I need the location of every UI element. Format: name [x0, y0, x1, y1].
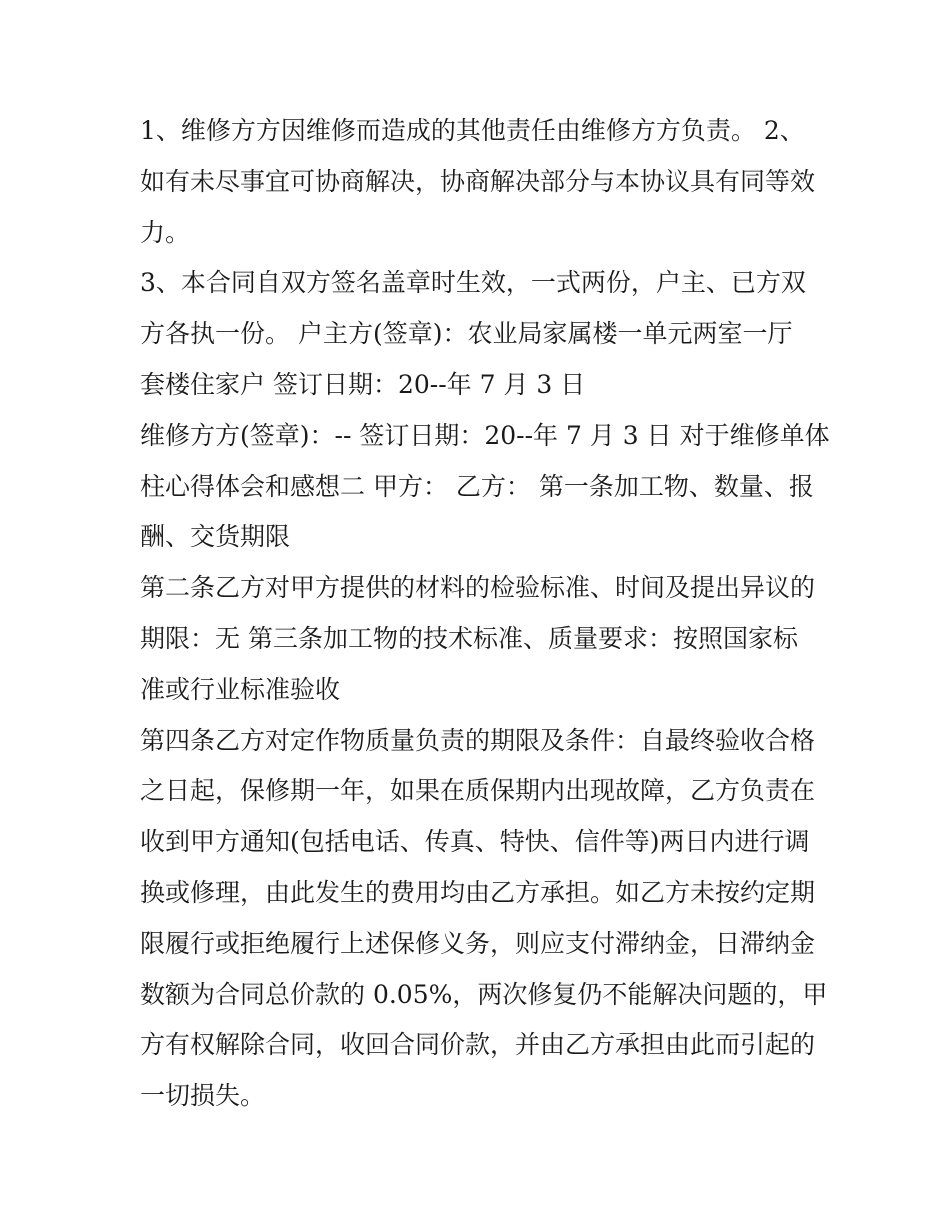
- text-line: 准或行业标准验收: [140, 674, 341, 704]
- text-line: 套楼住家户 签订日期：20--年 7 月 3 日: [140, 369, 586, 399]
- text-line: 期限：无 第三条加工物的技术标准、质量要求：按照国家标: [140, 623, 798, 653]
- text-line: 第二条乙方对甲方提供的材料的检验标准、时间及提出异议的: [140, 573, 816, 603]
- text-line: 力。: [140, 217, 191, 247]
- text-line: 限履行或拒绝履行上述保修义务，则应支付滞纳金，日滞纳金: [140, 928, 816, 958]
- text-line: 一切损失。: [140, 1081, 266, 1111]
- text-line: 1、维修方方因维修而造成的其他责任由维修方方负责。 2、: [140, 116, 805, 145]
- text-line: 方有权解除合同，收回合同价款，并由乙方承担由此而引起的: [140, 1030, 816, 1060]
- text-line: 换或修理，由此发生的费用均由乙方承担。如乙方未按约定期: [140, 877, 816, 907]
- text-line: 数额为合同总价款的 0.05%，两次修复仍不能解决问题的，甲: [140, 979, 828, 1009]
- text-line: 第四条乙方对定作物质量负责的期限及条件：自最终验收合格: [140, 725, 816, 755]
- text-line: 如有未尽事宜可协商解决，协商解决部分与本协议具有同等效: [140, 166, 816, 196]
- text-line: 维修方方(签章)：-- 签订日期：20--年 7 月 3 日 对于维修单体: [140, 420, 830, 450]
- text-line: 方各执一份。 户主方(签章)：农业局家属楼一单元两室一厅: [140, 319, 793, 349]
- document-body: [140, 106, 830, 1122]
- text-line: 之日起，保修期一年，如果在质保期内出现故障，乙方负责在: [140, 776, 816, 806]
- text-line: 3、本合同自双方签名盖章时生效，一式两份，户主、已方双: [140, 268, 806, 298]
- text-line: 柱心得体会和感想二 甲方： 乙方： 第一条加工物、数量、报: [140, 471, 814, 501]
- text-line: 酬、交货期限: [140, 522, 291, 552]
- text-line: 收到甲方通知(包括电话、传真、特快、信件等)两日内进行调: [140, 827, 810, 857]
